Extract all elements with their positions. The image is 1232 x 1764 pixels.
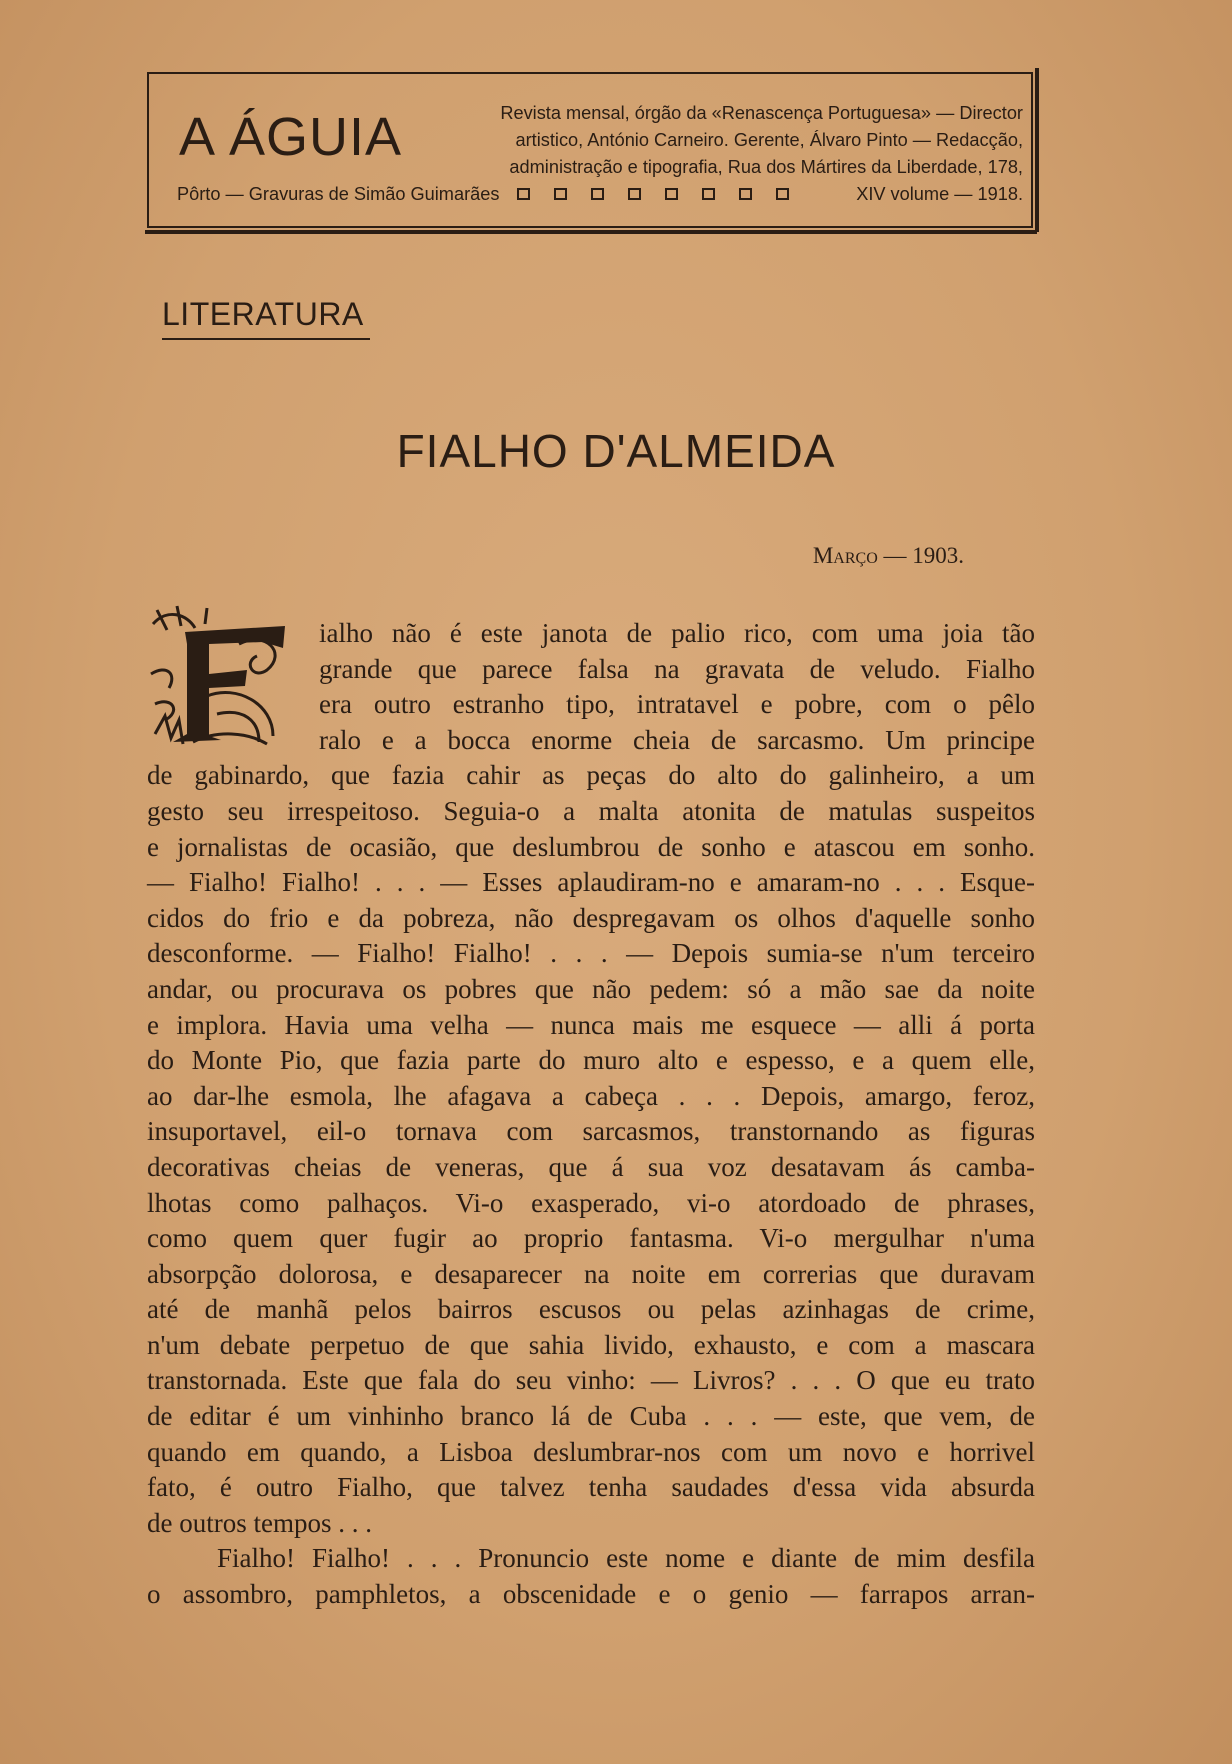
text-line: e jornalistas de ocasião, que deslumbrou de sonho e atascou em sonho. [147, 831, 1035, 862]
square-ornament-icon [665, 188, 678, 200]
masthead [147, 72, 1033, 228]
text-line: era outro estranho tipo, intratavel e pobre, com o pêlo [319, 689, 1035, 720]
masthead-engravings: Pôrto — Gravuras de Simão Guimarães [177, 184, 500, 204]
text-line: absorpção dolorosa, e desaparecer na noite em correrias que duravam [147, 1258, 1035, 1289]
square-ornament-icon [739, 188, 752, 200]
masthead-bottom-line [177, 181, 1023, 207]
text-line: e implora. Havia uma velha — nunca mais me esquece — alli á porta [147, 1009, 1035, 1040]
dateline-month: Março [812, 543, 878, 568]
text-line: Fialho! Fialho! . . . Pronuncio este nome e diante de mim desfila [217, 1543, 1035, 1574]
text-line: ao dar-lhe esmola, lhe afagava a cabeça . . . Depois, amargo, feroz, [147, 1080, 1035, 1111]
volume-info: XIV volume — 1918. [856, 184, 1023, 204]
square-ornament-icon [702, 188, 715, 200]
ornament-squares [517, 188, 789, 200]
masthead-line-3: administração e tipografia, Rua dos Mártires da Liberdade, 178, [509, 157, 1023, 177]
text-line: ralo e a bocca enorme cheia de sarcasmo. Um principe [319, 724, 1035, 755]
text-line: quando em quando, a Lisboa deslumbrar-nos com um novo e horrivel [147, 1436, 1035, 1467]
article-body [147, 616, 1035, 1613]
text-line: de gabinardo, que fazia cahir as peças do alto do galinheiro, a um [147, 760, 1035, 791]
text-line: andar, ou procurava os pobres que não pedem: só a mão sae da noite [147, 973, 1035, 1004]
square-ornament-icon [591, 188, 604, 200]
text-line: insuportavel, eil-o tornava com sarcasmos, transtornando as figuras [147, 1116, 1035, 1147]
text-line: — Fialho! Fialho! . . . — Esses aplaudiram-no e amaram-no . . . Esque- [147, 867, 1035, 898]
square-ornament-icon [776, 188, 789, 200]
text-line: grande que parece falsa na gravata de veludo. Fialho [319, 653, 1035, 684]
masthead-description [431, 100, 1023, 181]
text-line: desconforme. — Fialho! Fialho! . . . — Depois sumia-se n'um terceiro [147, 938, 1035, 969]
dateline-year: — 1903. [877, 543, 964, 568]
masthead-line-1: Revista mensal, órgão da «Renascença Portuguesa» — Director [500, 103, 1023, 123]
square-ornament-icon [554, 188, 567, 200]
text-line: lhotas como palhaços. Vi-o exasperado, vi-o atordoado de phrases, [147, 1187, 1035, 1218]
text-line: fato, é outro Fialho, que talvez tenha saudades d'essa vida absurda [147, 1472, 1035, 1503]
text-line: n'um debate perpetuo de que sahia livido, exhausto, e com a mascara [147, 1329, 1035, 1360]
text-line: do Monte Pio, que fazia parte do muro alto e espesso, e a quem elle, [147, 1045, 1035, 1076]
text-line: como quem quer fugir ao proprio fantasma. Vi-o mergulhar n'uma [147, 1223, 1035, 1254]
text-line: de editar é um vinhinho branco lá de Cuba . . . — este, que vem, de [147, 1401, 1035, 1432]
square-ornament-icon [628, 188, 641, 200]
text-line: até de manhã pelos bairros escusos ou pelas azinhagas de crime, [147, 1294, 1035, 1325]
text-line: de outros tempos . . . [147, 1507, 372, 1538]
text-line: gesto seu irrespeitoso. Seguia-o a malta atonita de matulas suspeitos [147, 795, 1035, 826]
text-line: decorativas cheias de veneras, que á sua voz desatavam ás camba- [147, 1151, 1035, 1182]
text-line: ialho não é este janota de palio rico, com uma joia tão [319, 618, 1035, 648]
magazine-title: A ÁGUIA [179, 107, 403, 167]
text-line: transtornada. Este que fala do seu vinho: — Livros? . . . O que eu trato [147, 1365, 1035, 1396]
text-line: cidos do frio e da pobreza, não despregavam os olhos d'aquelle sonho [147, 902, 1035, 933]
article-dateline [813, 544, 964, 567]
masthead-line-2: artistico, António Carneiro. Gerente, Álvaro Pinto — Redacção, [515, 130, 1023, 150]
article-title: FIALHO D'ALMEIDA [396, 425, 836, 477]
text-line: o assombro, pamphletos, a obscenidade e o genio — farrapos arran- [147, 1579, 1035, 1610]
section-heading: LITERATURA [162, 298, 370, 340]
square-ornament-icon [517, 188, 530, 200]
